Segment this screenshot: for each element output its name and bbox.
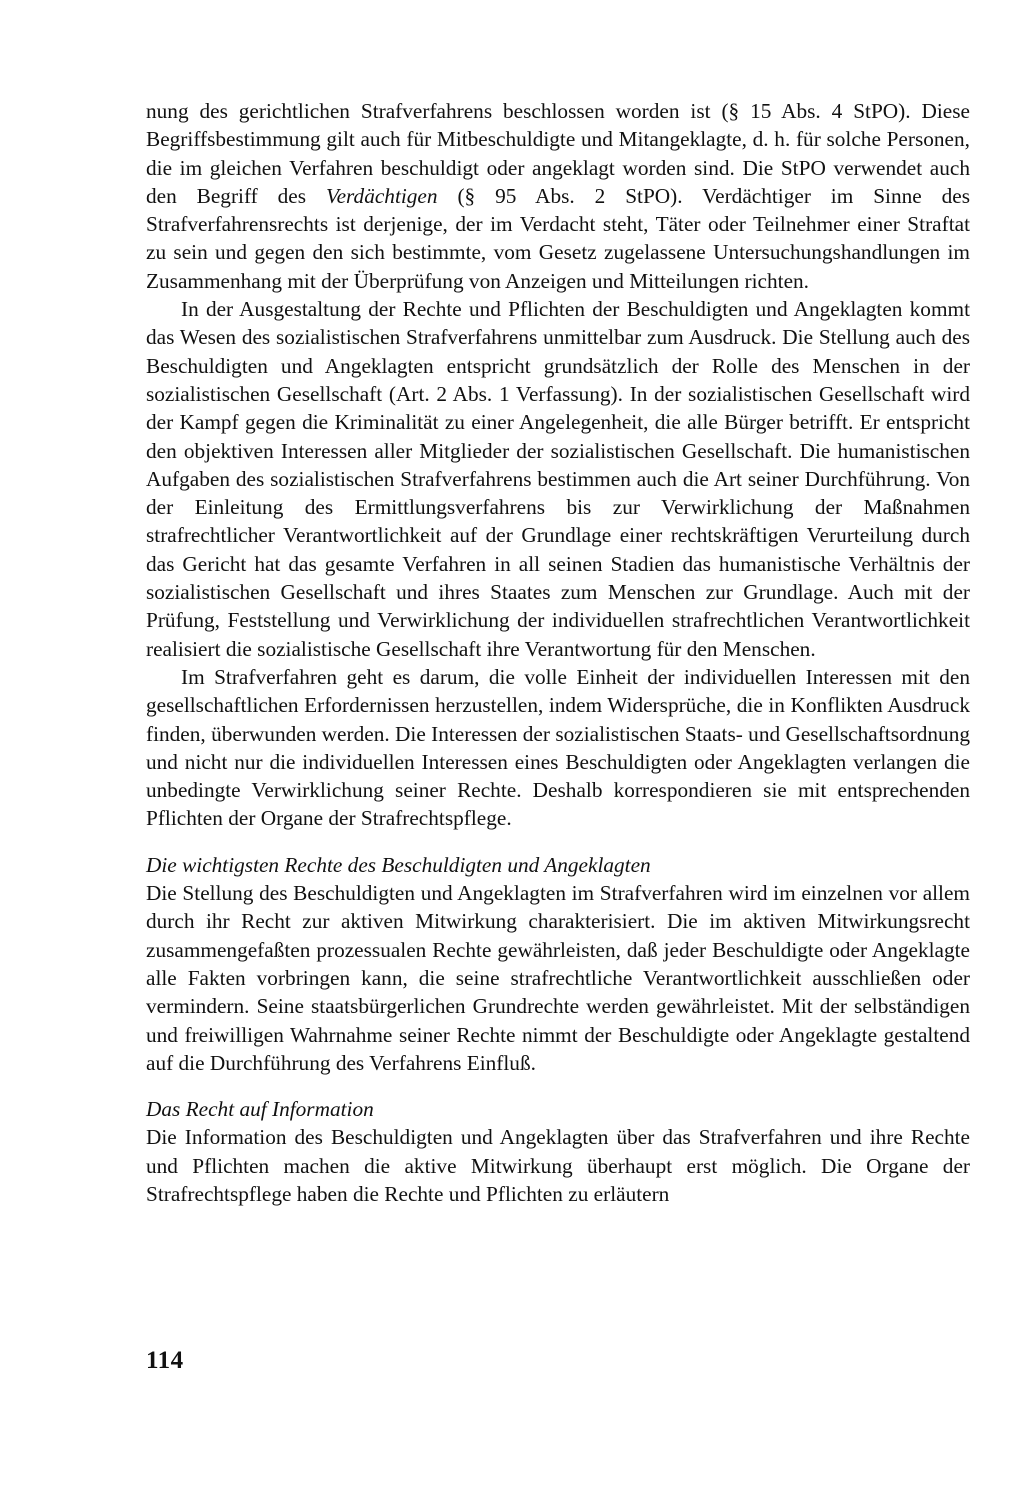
section-body-information: Die Information des Beschuldigten und Angeklagten über das Strafverfahren und ihre Rechte und Pflichten machen die aktive Mitwirkung überhaupt erst möglich. Die Organe der Strafrechtspflege haben die Rechte und Pflichten zu erläutern [146,1125,970,1206]
section-gap [146,1077,970,1095]
main-text [146,97,970,1208]
section-heading-information: Das Recht auf Information [146,1097,374,1122]
paragraph-1-part-3: (§ 95 Abs. 2 StPO). Verdächtiger im Sinne des Strafverfahrensrechts ist derjenige, der im Verdacht steht, Täter oder Teilnehmer einer Straftat zu sein und gegen den sich bestimmte, vom Gesetz zugelassene Untersuchungshandlungen im Zusammenhang mit der Überprüfung von Anzeigen und Mitteilungen richten. [146,183,970,293]
term-verdaechtigen: Verdächtigen [325,183,438,208]
section-heading-rights: Die wichtigsten Rechte des Beschuldigten und Angeklagten [146,852,651,877]
section-body-rights: Die Stellung des Beschuldigten und Angeklagten im Strafverfahren wird im einzelnen vor allem durch ihr Recht zur aktiven Mitwirkung charakterisiert. Die im aktiven Mitwirkungsrecht zusammengefaßten prozessualen Rechte gewährleisten, daß jeder Beschuldigte oder Angeklagte alle Fakten vorbringen kann, die seine strafrechtliche Verantwortlichkeit ausschließen oder vermindern. Seine staatsbürgerlichen Grundrechte werden gewährleistet. Mit der selbständigen und freiwilligen Wahrnahme seiner Rechte nimmt der Beschuldigte oder Angeklagte gestaltend auf die Durchführung des Verfahrens Einfluß. [146,881,970,1075]
page-number: 114 [146,1347,184,1374]
paragraph-1-part-1: nung des gerichtlichen Strafverfahrens beschlossen worden ist (§ 15 Abs. 4 StPO). Diese Begriffsbestimmung gilt auch für Mitbeschuldigte und Mitangeklagte, d. h. für solche Personen, die im gleichen Verfahren beschuldigt oder angeklagt worden sind. Die StPO verwendet auch den Begriff des [146,99,970,208]
paragraph-2: In der Ausgestaltung der Rechte und Pflichten der Beschuldigten und Angeklagten kommt das Wesen des sozialistischen Strafverfahrens unmittelbar zum Ausdruck. Die Stellung auch des Beschuldigten und Angeklagten entspricht grundsätzlich der Rolle des Menschen in der sozialistischen Gesellschaft (Art. 2 Abs. 1 Verfassung). In der sozialistischen Gesellschaft wird der Kampf gegen die Kriminalität zu einer Angelegenheit, die alle Bürger betrifft. Er entspricht den objektiven Interessen aller Mitglieder der sozialistischen Gesellschaft. Die humanistischen Aufgaben des sozialistischen Strafverfahrens bestimmen auch die Art seiner Durchführung. Von der Einleitung des Ermittlungsverfahrens bis zur Verwirklichung der Maßnahmen strafrechtlicher Verantwortlichkeit auf der Grundlage einer rechtskräftigen Verurteilung durch das Gericht hat das gesamte Verfahren in all seinen Stadien das humanistische Verhältnis der sozialistischen Gesellschaft und ihres Staates zum Menschen zur Grundlage. Auch mit der Prüfung, Feststellung und Verwirklichung der individuellen strafrechtlichen Verantwortlichkeit realisiert die sozialistische Gesellschaft ihre Verantwortung für den Menschen. [146,297,970,661]
paragraph-3: Im Strafverfahren geht es darum, die volle Einheit der individuellen Interessen mit den gesellschaftlichen Erfordernissen herzustellen, indem Widersprüche, die in Konflikten Ausdruck finden, überwunden werden. Die Interessen der sozialistischen Staats- und Gesellschaftsordnung und nicht nur die individuellen Interessen eines Beschuldigten oder Angeklagten verlangen die unbedingte Verwirklichung seiner Rechte. Deshalb korrespondieren sie mit entsprechenden Pflichten der Organe der Strafrechtspflege. [146,664,970,831]
paragraph-1 [146,97,970,295]
section-gap [146,833,970,851]
